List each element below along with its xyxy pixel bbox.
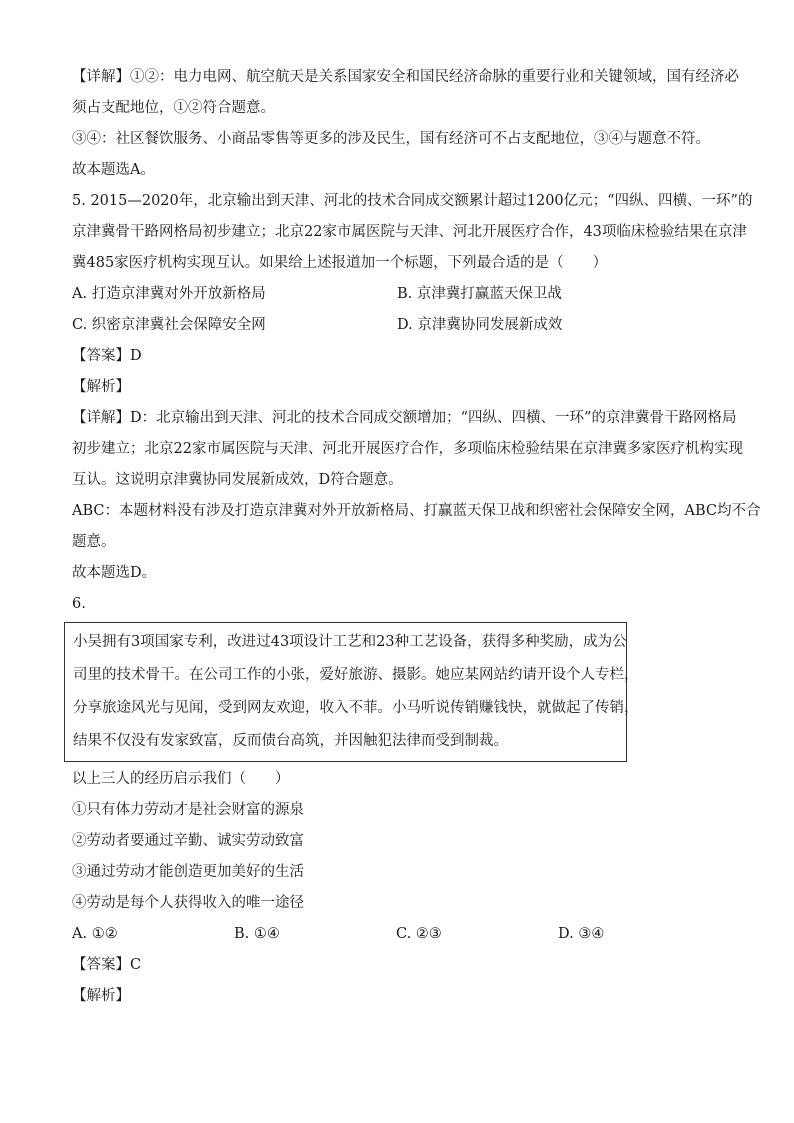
answer-value: C (130, 957, 142, 973)
q6-answer (72, 950, 727, 981)
q4-conclusion: 故本题选A。 (72, 162, 155, 178)
q6-number: 6. (72, 596, 86, 612)
q4-detail-line-3: ③④：社区餐饮服务、小商品零售等更多的涉及民生，国有经济可不占支配地位，③④与题意不符。 (72, 131, 710, 147)
q6-material-box (64, 622, 639, 762)
q6-material-line-2: 司里的技术骨干。在公司工作的小张，爱好旅游、摄影。她应某网站约请开设个人专栏， (73, 667, 639, 683)
q5-detail-line-5: 题意。 (72, 534, 116, 550)
q6-statement-3: ③通过劳动才能创造更加美好的生活 (72, 864, 304, 880)
answer-label: 【答案】 (72, 348, 130, 364)
q6-material-line-4: 结果不仅没有发家致富，反而债台高筑，并因触犯法律而受到制裁。 (73, 733, 508, 749)
q5-detail-line-4: ABC：本题材料没有涉及打造京津冀对外开放新格局、打赢蓝天保卫战和织密社会保障安全网，ABC均不合 (72, 503, 761, 519)
q5-detail-line-3: 互认。这说明京津冀协同发展新成效，D符合题意。 (72, 472, 403, 488)
q5-detail-line-2: 初步建立；北京22家市属医院与天津、河北开展医疗合作，多项临床检验结果在京津冀多家医疗机构实现 (72, 441, 743, 457)
q6-option-c: C. ②③ (396, 926, 442, 942)
q6-option-d: D. ③④ (558, 926, 605, 942)
q5-stem-line-2: 京津冀骨干路网格局初步建立；北京22家市属医院与天津、河北开展医疗合作，43项临床检验结果在京津 (72, 224, 747, 240)
q6-options-row (72, 919, 727, 950)
q6-statement-4: ④劳动是每个人获得收入的唯一途径 (72, 895, 304, 911)
q6-option-b: B. ①④ (234, 926, 280, 942)
detail-label: 【详解】 (72, 410, 130, 426)
q5-analysis-label: 【解析】 (72, 379, 130, 395)
detail-label: 【详解】 (72, 69, 130, 85)
answer-value: D (130, 348, 142, 364)
q4-detail-line-2: 须占支配地位，①②符合题意。 (72, 100, 275, 116)
q6-statement-1: ①只有体力劳动才是社会财富的源泉 (72, 802, 304, 818)
q5-stem-line-3: 冀485家医疗机构实现互认。如果给上述报道加一个标题，下列最合适的是（ ） (72, 255, 608, 271)
q5-option-c: C. 织密京津冀社会保障安全网 (72, 317, 266, 333)
q5-answer (72, 341, 727, 372)
q5-detail-line-1: 【详解】D：北京输出到天津、河北的技术合同成交额增加；“四纵、四横、一环”的京津冀骨干路网格局 (72, 410, 737, 426)
q6-statement-2: ②劳动者要通过辛勤、诚实劳动致富 (72, 833, 304, 849)
answer-label: 【答案】 (72, 957, 130, 973)
q6-analysis-label: 【解析】 (72, 988, 130, 1004)
q4-detail-line-1: 【详解】①②：电力电网、航空航天是关系国家安全和国民经济命脉的重要行业和关键领域，国有经济必 (72, 69, 739, 85)
q5-stem-line-1: 5. 2015—2020年，北京输出到天津、河北的技术合同成交额累计超过1200亿元；“四纵、四横、一环”的 (72, 193, 753, 209)
q5-option-d: D. 京津冀协同发展新成效 (397, 317, 563, 333)
q6-material-line-1: 小吴拥有3项国家专利，改进过43项设计工艺和23种工艺设备，获得多种奖励，成为公 (73, 634, 627, 650)
document-page (72, 62, 761, 1012)
q5-option-a: A. 打造京津冀对外开放新格局 (72, 286, 266, 302)
q6-material-line-3: 分享旅途风光与见闻，受到网友欢迎，收入不菲。小马听说传销赚钱快，就做起了传销， (73, 700, 639, 716)
q6-question: 以上三人的经历启示我们（ ） (72, 771, 290, 787)
q5-option-b: B. 京津冀打赢蓝天保卫战 (397, 286, 562, 302)
q5-options-row-2 (72, 310, 727, 341)
q5-conclusion: 故本题选D。 (72, 565, 157, 581)
q5-options-row-1 (72, 279, 727, 310)
q6-option-a: A. ①② (72, 926, 118, 942)
